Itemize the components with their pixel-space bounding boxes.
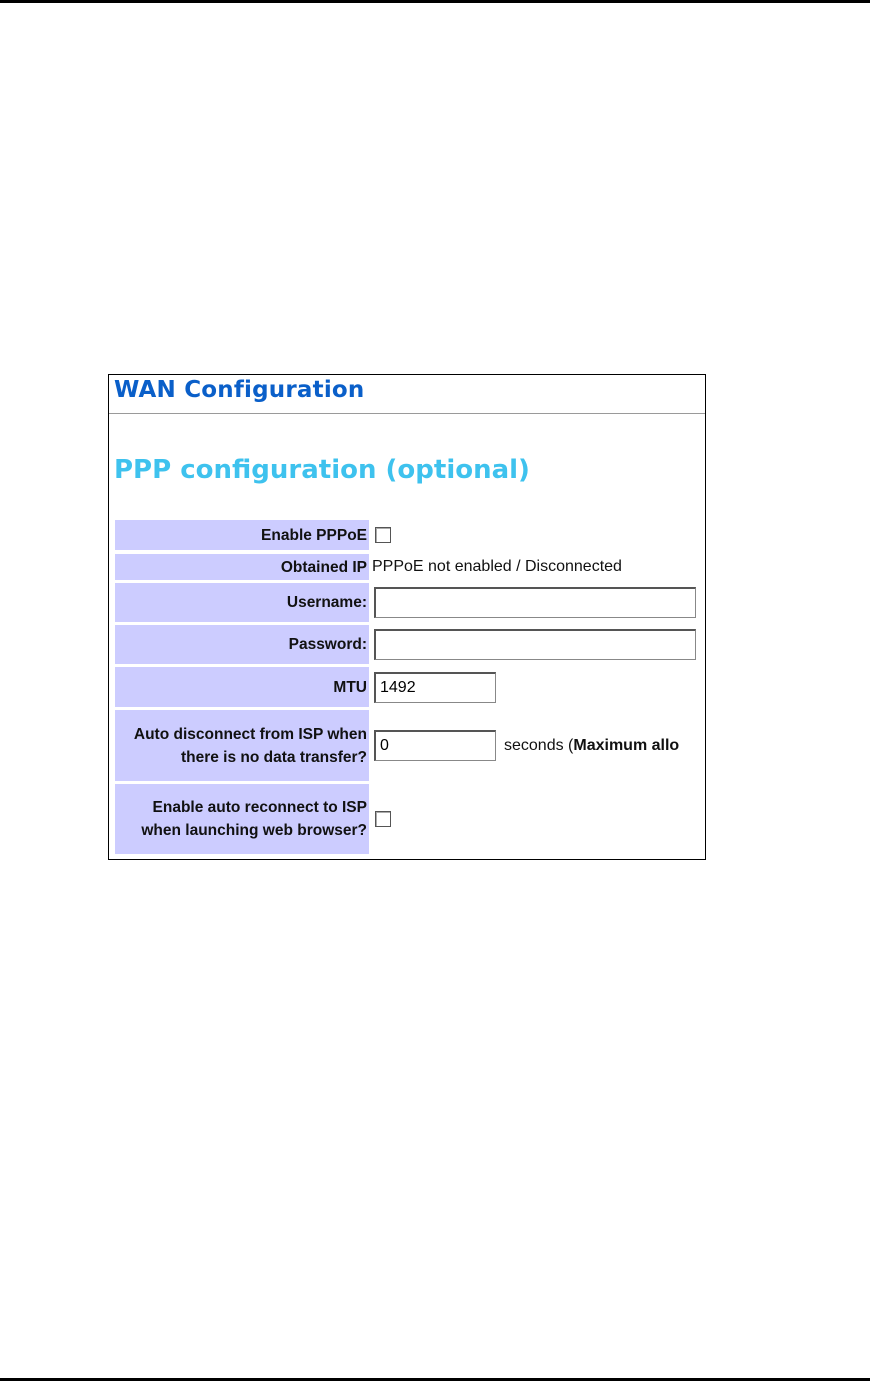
title-divider bbox=[109, 413, 705, 414]
auto-reconnect-checkbox[interactable] bbox=[375, 811, 391, 827]
mtu-input[interactable] bbox=[374, 672, 496, 703]
row-enable-pppoe bbox=[109, 520, 705, 550]
auto-disconnect-input[interactable] bbox=[374, 730, 496, 761]
row-obtained-ip bbox=[109, 554, 705, 580]
row-username bbox=[109, 583, 705, 622]
page-bottom-rule bbox=[0, 1378, 870, 1381]
auto-disconnect-label: Auto disconnect from ISP when there is no data transfer? bbox=[115, 710, 369, 781]
section-title: PPP configuration (optional) bbox=[114, 455, 530, 485]
row-mtu bbox=[109, 667, 705, 707]
username-label: Username: bbox=[115, 583, 369, 622]
row-auto-disconnect bbox=[109, 710, 705, 781]
auto-disconnect-hint: seconds (Maximum allo bbox=[504, 736, 680, 754]
username-input[interactable] bbox=[374, 587, 696, 618]
auto-reconnect-label: Enable auto reconnect to ISP when launching web browser? bbox=[115, 784, 369, 854]
obtained-ip-value: PPPoE not enabled / Disconnected bbox=[372, 558, 622, 575]
obtained-ip-label: Obtained IP bbox=[115, 554, 369, 580]
enable-pppoe-checkbox[interactable] bbox=[375, 527, 391, 543]
page-top-rule bbox=[0, 0, 870, 3]
enable-pppoe-label: Enable PPPoE bbox=[115, 520, 369, 550]
password-label: Password: bbox=[115, 625, 369, 664]
row-auto-reconnect bbox=[109, 784, 705, 854]
wan-config-panel bbox=[108, 374, 706, 860]
mtu-label: MTU bbox=[115, 667, 369, 707]
row-password bbox=[109, 625, 705, 664]
password-input[interactable] bbox=[374, 629, 696, 660]
page-title: WAN Configuration bbox=[114, 377, 365, 403]
